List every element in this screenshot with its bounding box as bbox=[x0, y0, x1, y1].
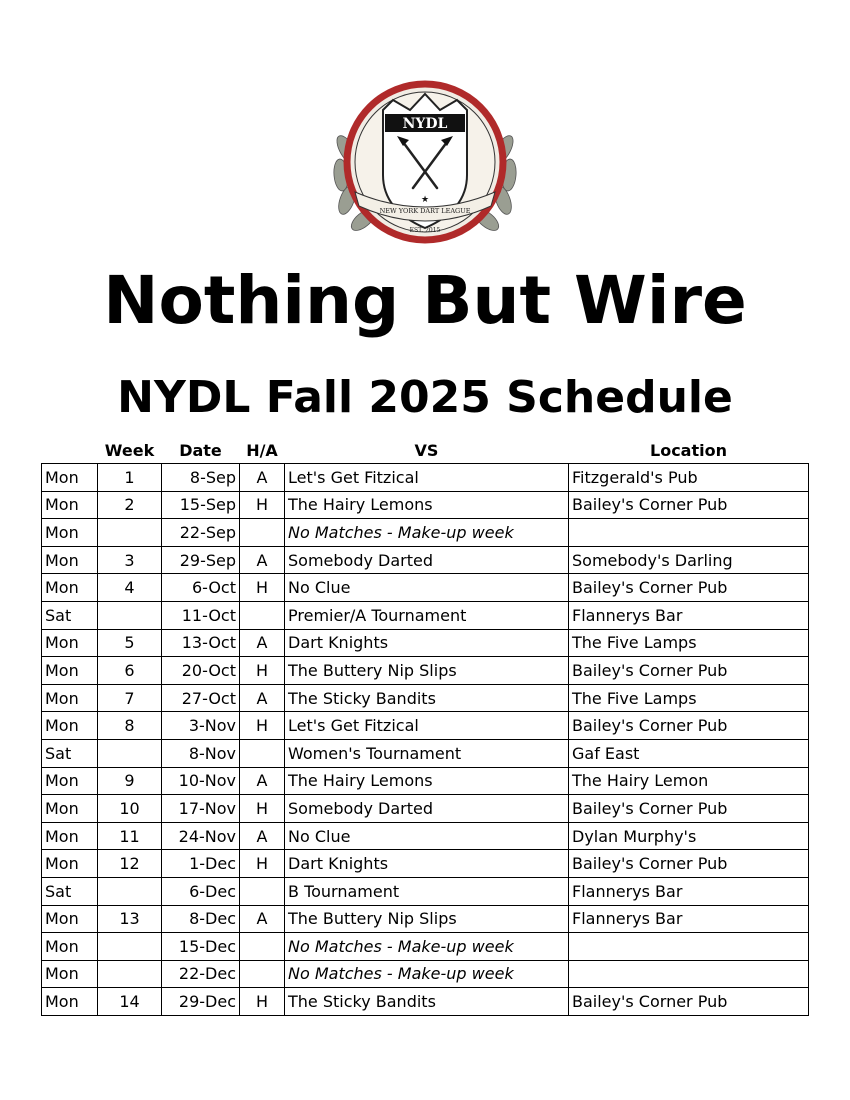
cell-location: Bailey's Corner Pub bbox=[569, 712, 809, 740]
cell-ha: A bbox=[240, 684, 285, 712]
cell-date: 6-Oct bbox=[162, 574, 240, 602]
table-row bbox=[42, 933, 809, 961]
cell-location: Bailey's Corner Pub bbox=[569, 850, 809, 878]
cell-opponent: No Clue bbox=[285, 822, 569, 850]
cell-week bbox=[98, 960, 162, 988]
cell-day: Mon bbox=[42, 464, 98, 492]
cell-location bbox=[569, 960, 809, 988]
cell-day: Mon bbox=[42, 988, 98, 1016]
schedule-table bbox=[41, 437, 809, 1016]
cell-location: Flannerys Bar bbox=[569, 877, 809, 905]
table-row bbox=[42, 712, 809, 740]
table-row bbox=[42, 795, 809, 823]
cell-date: 15-Dec bbox=[162, 933, 240, 961]
header-location: Location bbox=[650, 440, 727, 460]
cell-day: Mon bbox=[42, 795, 98, 823]
svg-text:NEW YORK DART LEAGUE: NEW YORK DART LEAGUE bbox=[379, 207, 471, 215]
cell-date: 8-Dec bbox=[162, 905, 240, 933]
cell-day: Mon bbox=[42, 546, 98, 574]
cell-week: 5 bbox=[98, 629, 162, 657]
cell-location: Bailey's Corner Pub bbox=[569, 574, 809, 602]
cell-ha: H bbox=[240, 574, 285, 602]
table-row bbox=[42, 684, 809, 712]
cell-date: 20-Oct bbox=[162, 657, 240, 685]
cell-location: Bailey's Corner Pub bbox=[569, 988, 809, 1016]
cell-week bbox=[98, 877, 162, 905]
cell-day: Mon bbox=[42, 905, 98, 933]
svg-text:★: ★ bbox=[420, 195, 430, 205]
cell-day: Mon bbox=[42, 960, 98, 988]
cell-day: Mon bbox=[42, 712, 98, 740]
cell-day: Mon bbox=[42, 933, 98, 961]
cell-opponent: Let's Get Fitzical bbox=[285, 464, 569, 492]
cell-week: 9 bbox=[98, 767, 162, 795]
cell-ha: H bbox=[240, 850, 285, 878]
cell-location: Flannerys Bar bbox=[569, 601, 809, 629]
page-title: Nothing But Wire bbox=[103, 262, 747, 339]
cell-week: 7 bbox=[98, 684, 162, 712]
cell-ha: H bbox=[240, 712, 285, 740]
table-row bbox=[42, 519, 809, 547]
cell-opponent: Somebody Darted bbox=[285, 546, 569, 574]
cell-location: Bailey's Corner Pub bbox=[569, 491, 809, 519]
cell-date: 3-Nov bbox=[162, 712, 240, 740]
cell-ha bbox=[240, 519, 285, 547]
cell-week: 10 bbox=[98, 795, 162, 823]
cell-opponent: B Tournament bbox=[285, 877, 569, 905]
header-date: Date bbox=[179, 440, 222, 460]
cell-opponent: Women's Tournament bbox=[285, 739, 569, 767]
cell-day: Mon bbox=[42, 574, 98, 602]
svg-text:EST. 2015: EST. 2015 bbox=[409, 227, 441, 234]
cell-day: Sat bbox=[42, 739, 98, 767]
cell-day: Mon bbox=[42, 767, 98, 795]
nydl-logo bbox=[325, 80, 525, 245]
cell-opponent: No Matches - Make-up week bbox=[285, 960, 569, 988]
cell-week bbox=[98, 739, 162, 767]
cell-ha: H bbox=[240, 988, 285, 1016]
cell-date: 8-Nov bbox=[162, 739, 240, 767]
cell-week: 14 bbox=[98, 988, 162, 1016]
cell-ha bbox=[240, 739, 285, 767]
cell-opponent: Dart Knights bbox=[285, 629, 569, 657]
cell-date: 29-Sep bbox=[162, 546, 240, 574]
cell-opponent: The Buttery Nip Slips bbox=[285, 905, 569, 933]
cell-week bbox=[98, 933, 162, 961]
svg-text:NYDL: NYDL bbox=[402, 116, 448, 132]
cell-week: 13 bbox=[98, 905, 162, 933]
header-row bbox=[42, 437, 809, 464]
table-row bbox=[42, 877, 809, 905]
cell-location: Bailey's Corner Pub bbox=[569, 657, 809, 685]
cell-day: Mon bbox=[42, 629, 98, 657]
cell-opponent: Somebody Darted bbox=[285, 795, 569, 823]
cell-ha bbox=[240, 933, 285, 961]
cell-week: 8 bbox=[98, 712, 162, 740]
table-row bbox=[42, 960, 809, 988]
table-row bbox=[42, 601, 809, 629]
cell-location: Gaf East bbox=[569, 739, 809, 767]
cell-location bbox=[569, 519, 809, 547]
cell-date: 6-Dec bbox=[162, 877, 240, 905]
cell-week: 12 bbox=[98, 850, 162, 878]
header-day bbox=[42, 437, 98, 464]
cell-ha: A bbox=[240, 767, 285, 795]
cell-date: 1-Dec bbox=[162, 850, 240, 878]
cell-week: 4 bbox=[98, 574, 162, 602]
table-row bbox=[42, 464, 809, 492]
cell-location: Bailey's Corner Pub bbox=[569, 795, 809, 823]
cell-date: 10-Nov bbox=[162, 767, 240, 795]
cell-day: Mon bbox=[42, 850, 98, 878]
cell-location: Somebody's Darling bbox=[569, 546, 809, 574]
cell-day: Sat bbox=[42, 601, 98, 629]
cell-day: Mon bbox=[42, 491, 98, 519]
table-row bbox=[42, 574, 809, 602]
cell-date: 22-Dec bbox=[162, 960, 240, 988]
cell-day: Mon bbox=[42, 519, 98, 547]
header-vs: VS bbox=[414, 440, 439, 460]
table-row bbox=[42, 767, 809, 795]
cell-date: 22-Sep bbox=[162, 519, 240, 547]
cell-location: Flannerys Bar bbox=[569, 905, 809, 933]
cell-week: 2 bbox=[98, 491, 162, 519]
cell-ha bbox=[240, 960, 285, 988]
table-row bbox=[42, 546, 809, 574]
table-row bbox=[42, 491, 809, 519]
cell-opponent: No Matches - Make-up week bbox=[285, 519, 569, 547]
cell-week: 1 bbox=[98, 464, 162, 492]
cell-date: 15-Sep bbox=[162, 491, 240, 519]
cell-date: 17-Nov bbox=[162, 795, 240, 823]
cell-day: Mon bbox=[42, 822, 98, 850]
cell-ha bbox=[240, 877, 285, 905]
header-ha: H/A bbox=[246, 440, 278, 460]
cell-ha: A bbox=[240, 546, 285, 574]
cell-opponent: The Buttery Nip Slips bbox=[285, 657, 569, 685]
table-row bbox=[42, 629, 809, 657]
cell-opponent: Dart Knights bbox=[285, 850, 569, 878]
table-row bbox=[42, 850, 809, 878]
cell-opponent: The Sticky Bandits bbox=[285, 684, 569, 712]
header-week: Week bbox=[104, 440, 155, 460]
cell-week: 11 bbox=[98, 822, 162, 850]
cell-week bbox=[98, 519, 162, 547]
cell-date: 29-Dec bbox=[162, 988, 240, 1016]
cell-opponent: Let's Get Fitzical bbox=[285, 712, 569, 740]
cell-week bbox=[98, 601, 162, 629]
page-subtitle: NYDL Fall 2025 Schedule bbox=[117, 372, 733, 423]
table-row bbox=[42, 988, 809, 1016]
cell-ha: A bbox=[240, 629, 285, 657]
table-row bbox=[42, 905, 809, 933]
cell-opponent: The Hairy Lemons bbox=[285, 491, 569, 519]
cell-location: Fitzgerald's Pub bbox=[569, 464, 809, 492]
cell-date: 27-Oct bbox=[162, 684, 240, 712]
cell-ha bbox=[240, 601, 285, 629]
cell-date: 11-Oct bbox=[162, 601, 240, 629]
cell-opponent: Premier/A Tournament bbox=[285, 601, 569, 629]
cell-opponent: The Sticky Bandits bbox=[285, 988, 569, 1016]
cell-day: Sat bbox=[42, 877, 98, 905]
cell-ha: A bbox=[240, 822, 285, 850]
cell-opponent: No Clue bbox=[285, 574, 569, 602]
cell-day: Mon bbox=[42, 657, 98, 685]
cell-location: The Hairy Lemon bbox=[569, 767, 809, 795]
cell-ha: A bbox=[240, 464, 285, 492]
table-row bbox=[42, 657, 809, 685]
cell-location bbox=[569, 933, 809, 961]
cell-ha: H bbox=[240, 657, 285, 685]
cell-day: Mon bbox=[42, 684, 98, 712]
cell-ha: A bbox=[240, 905, 285, 933]
cell-location: The Five Lamps bbox=[569, 684, 809, 712]
cell-week: 3 bbox=[98, 546, 162, 574]
cell-date: 8-Sep bbox=[162, 464, 240, 492]
cell-date: 13-Oct bbox=[162, 629, 240, 657]
table-row bbox=[42, 739, 809, 767]
cell-location: The Five Lamps bbox=[569, 629, 809, 657]
cell-opponent: The Hairy Lemons bbox=[285, 767, 569, 795]
cell-ha: H bbox=[240, 491, 285, 519]
cell-location: Dylan Murphy's bbox=[569, 822, 809, 850]
cell-ha: H bbox=[240, 795, 285, 823]
cell-date: 24-Nov bbox=[162, 822, 240, 850]
cell-week: 6 bbox=[98, 657, 162, 685]
table-row bbox=[42, 822, 809, 850]
cell-opponent: No Matches - Make-up week bbox=[285, 933, 569, 961]
